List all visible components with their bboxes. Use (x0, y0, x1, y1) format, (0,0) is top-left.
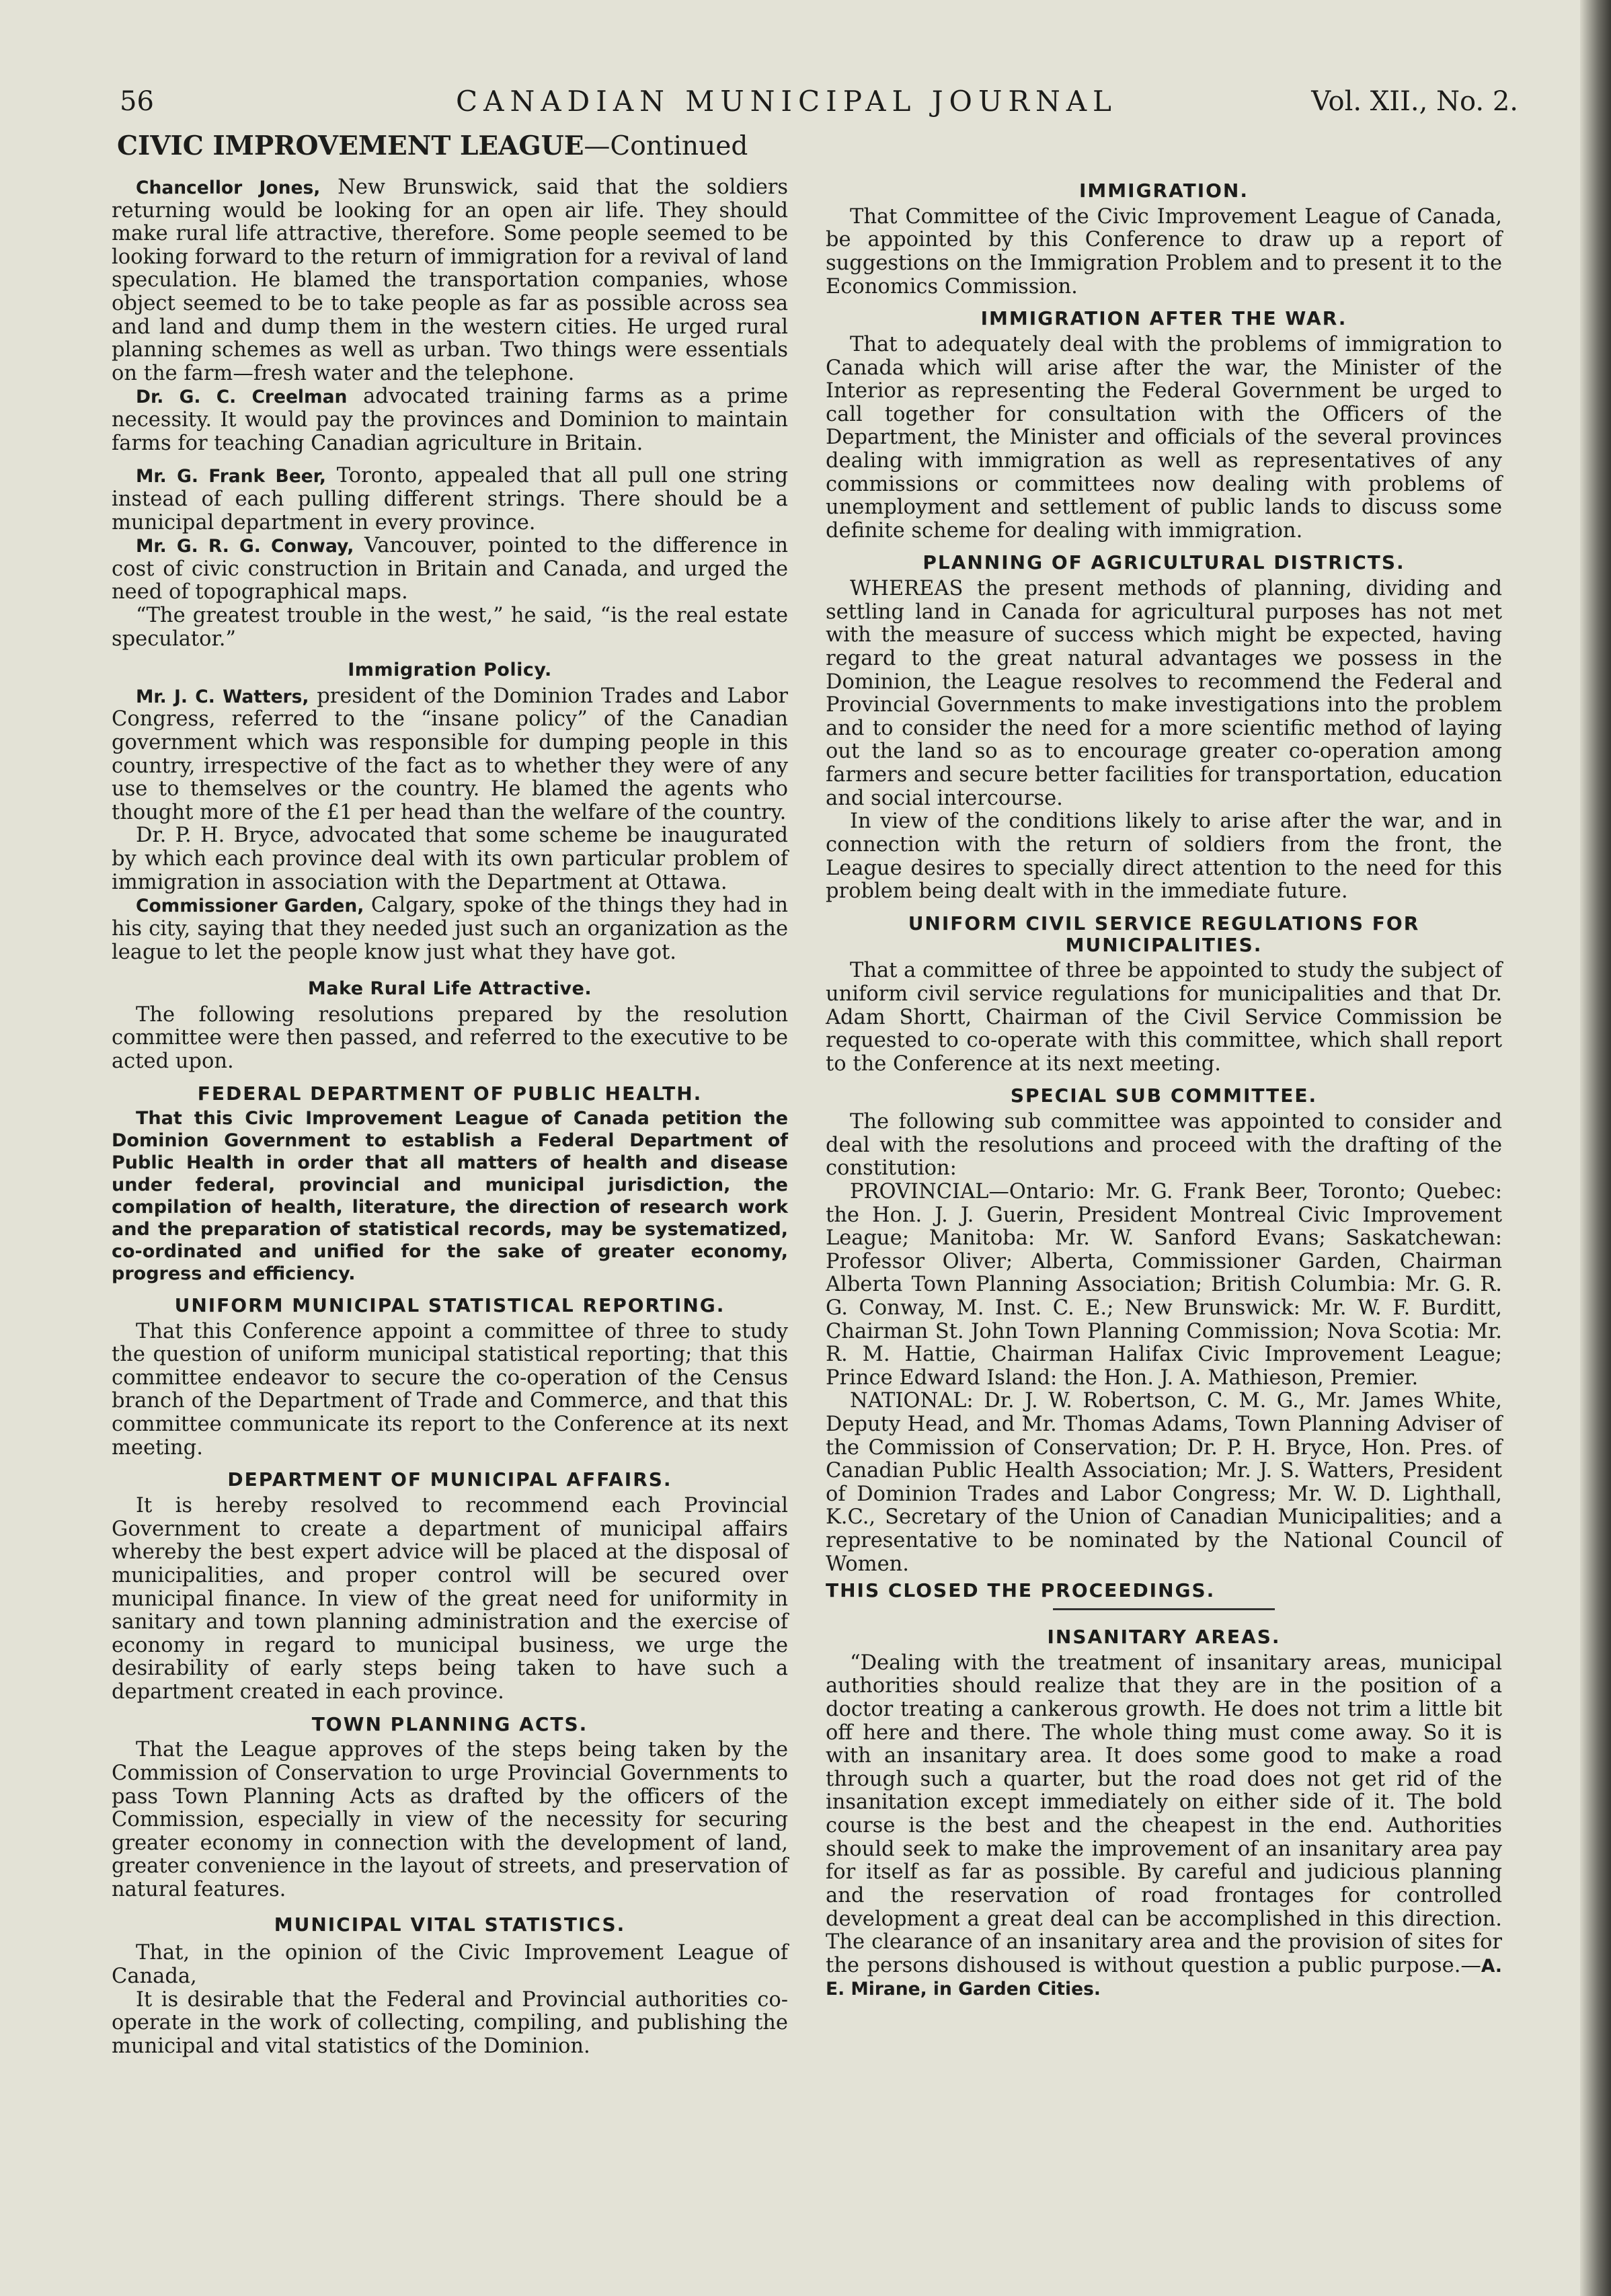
quote-text: “Dealing with the treatment of insanitary areas, municipal authorities should realize that they are in the position of a doctor treating a cankerous growth. He does not trim a little bit off here and there. The whole thing must come away. So it is with an insanitary area. It does some good to make a road through such a quarter, but the road does not get rid of the insanitation except immediately on either side of it. The bold course is the best and the cheapest in the end. Authorities should seek to make the improvement of an insanitary area pay for itself as far as possible. By careful and judicious planning and the reservation of road frontages for controlled development a great deal can be accomplished in this direction. The clearance of an insanitary area and the provision of sites for the persons dishoused is without question a public purpose.— (826, 1651, 1502, 1977)
resolution-text: In view of the conditions likely to arise after the war, and in connection with the return of soldiers from the front, the League desires to specially direct attention to the need for this problem being dealt with in the immediate future. (826, 809, 1502, 904)
paragraph-text: president of the Dominion Trades and Labor Congress, referred to the “insane policy” of the Canadian government which was responsible for dumping people in this country, irrespective of the fact as to whether they were of any use to themselves or the country. He blamed the agents who thought more of the £1 per head than the welfare of the country. (112, 684, 788, 824)
paragraph (112, 385, 788, 455)
paragraph (112, 894, 788, 964)
resolution-text: That to adequately deal with the problems of immigration to Canada which will arise after the war, the Minister of the Interior as representing the Federal Government be urged to call together for consultation with the Officers of the Department, the Minister and officials of the several provinces dealing with immigration as well as representatives of any commissions or committees now dealing with problems of unemployment and settlement of public lands to discuss some definite scheme for dealing with immigration. (826, 332, 1502, 543)
right-column (826, 180, 1502, 2001)
journal-title: CANADIAN MUNICIPAL JOURNAL (456, 85, 1117, 118)
paragraph: The following sub committee was appointed to consider and deal with the resolutions and proceed with the drafting of the constitution: (826, 1110, 1502, 1181)
resolution-heading: IMMIGRATION AFTER THE WAR. (980, 307, 1347, 330)
resolution-text: That this Conference appoint a committee of three to study the question of uniform municipal statistical reporting; that this committee endeavor to secure the co-operation of the Census branch of the Department of Trade and Commerce, and that this committee communicate its report to the Conference at its next meeting. (112, 1319, 788, 1460)
paragraph (112, 535, 788, 604)
resolution-text: That, in the opinion of the Civic Improvement League of Canada, (112, 1941, 788, 1988)
resolution-heading: IMMIGRATION. (1079, 180, 1249, 202)
paragraph-text: Calgary, spoke of the things they had in his city, saying that they needed just such an organization as the league to let the people know just what they have got. (112, 894, 789, 964)
resolution-heading: TOWN PLANNING ACTS. (311, 1712, 588, 1735)
paragraph: “The greatest trouble in the west,” he said, “is the real estate speculator.” (112, 603, 788, 651)
resolution-text: That Committee of the Civic Improvement League of Canada, be appointed by this Conference to draw up a report of suggestions on the Immigration Problem and to present it to the Economics Commission. (826, 204, 1502, 299)
paragraph: NATIONAL: Dr. J. W. Robertson, C. M. G., Mr. James White, Deputy Head, and Mr. Thomas Adams, Town Planning Adviser of the Commission of Conservation; Dr. P. H. Bryce, Hon. Pres. of Canadian Public Health Association; Mr. J. S. Watters, President of Dominion Trades and Labor Congress; Mr. W. D. Lighthall, K.C., Secretary of the Union of Canadian Municipalities; and a representative to be nominated by the National Council of Women. (826, 1389, 1502, 1576)
resolution-heading: UNIFORM CIVIL SERVICE REGULATIONS FOR (908, 912, 1420, 935)
paragraph-text: New Brunswick, said that the soldiers returning would be looking for an open air life. They should make rural life attractive, therefore. Some people seemed to be looking forward to the return of immigration for a revival of land speculation. He blamed the transportation companies, whose object seemed to be to take people as far as possible across sea and land and dump them in the western cities. He urged rural planning schemes as well as urban. Two things were essentials on the farm—fresh water and the telephone. (112, 175, 788, 385)
resolution-heading: UNIFORM MUNICIPAL STATISTICAL REPORTING. (174, 1294, 725, 1316)
resolution-text: WHEREAS the present methods of planning, dividing and settling land in Canada for agricultural purposes has not met with the measure of success which might be expected, having regard to the great natural advantages we possess in the Dominion, the League resolves to recommend the Federal and Provincial Governments to make investigations into the problem and to consider the need for a more scientific method of laying out the land so as to encourage greater co-operation among farmers and secure better facilities for transportation, education and social intercourse. (826, 577, 1502, 810)
paragraph-text: advocated training farms as a prime necessity. It would pay the provinces and Dominion to maintain farms for teaching Canadian agriculture in Britain. (112, 385, 788, 455)
paragraph (112, 685, 788, 825)
quote-paragraph (826, 1652, 1502, 2001)
paragraph-text: Vancouver, pointed to the difference in cost of civic construction in Britain and Canada, and urged the need of topographical maps. (112, 534, 789, 604)
paragraph (112, 465, 788, 535)
article-heading: INSANITARY AREAS. (1047, 1626, 1281, 1649)
paragraph: Dr. P. H. Bryce, advocated that some scheme be inaugurated by which each province deal with its own particular problem of immigration in association with the Department at Ottawa. (112, 824, 788, 894)
running-header (120, 82, 1518, 129)
resolution-heading: FEDERAL DEPARTMENT OF PUBLIC HEALTH. (197, 1082, 703, 1105)
resolution-text: That a committee of three be appointed to study the subject of uniform civil service regulations for municipalities and that Dr. Adam Shortt, Chairman of the Civil Service Commission be requested to co-operate with this committee, which shall report to the Conference at its next meeting. (826, 959, 1502, 1076)
speaker-name: Mr. G. Frank Beer, (136, 466, 326, 487)
section-title (117, 130, 748, 161)
speaker-name: Mr. G. R. G. Conway, (136, 536, 354, 557)
subheading: Make Rural Life Attractive. (307, 978, 592, 1000)
resolution-text: It is desirable that the Federal and Provincial authorities co-operate in the work of collecting, compiling, and publishing the municipal and vital statistics of the Dominion. (112, 1987, 788, 2058)
book-spine-shadow (1580, 0, 1611, 2296)
paragraph: The following resolutions prepared by the resolution committee were then passed, and referred to the executive to be acted upon. (112, 1002, 788, 1073)
resolution-heading: DEPARTMENT OF MUNICIPAL AFFAIRS. (227, 1468, 672, 1491)
volume-number: Vol. XII., No. 2. (1311, 86, 1518, 117)
speaker-name: Dr. G. C. Creelman (136, 387, 348, 408)
subheading: Immigration Policy. (348, 660, 552, 681)
paragraph: PROVINCIAL—Ontario: Mr. G. Frank Beer, Toronto; Quebec: the Hon. J. J. Guerin, President Montreal Civic Improvement League; Manitoba: Mr. W. Sanford Evans; Saskatchewan: Professor Oliver; Alberta, Commissioner Garden, Chairman Alberta Town Planning Association; British Columbia: Mr. G. R. G. Conway, M. Inst. C. E.; New Brunswick: Mr. W. F. Burditt, Chairman St. John Town Planning Commission; Nova Scotia: Mr. R. M. Hattie, Chairman Halifax Civic Improvement League; Prince Edward Island: the Hon. J. A. Mathieson, Premier. (826, 1179, 1502, 1390)
left-column (112, 176, 788, 2058)
resolution-heading-line2: MUNICIPALITIES. (1065, 933, 1263, 956)
speaker-name: Commissioner Garden, (136, 896, 364, 917)
closing-line: THIS CLOSED THE PROCEEDINGS. (826, 1579, 1216, 1602)
paragraph (112, 176, 788, 385)
resolution-heading: SPECIAL SUB COMMITTEE. (1010, 1084, 1318, 1107)
resolution-text: It is hereby resolved to recommend each Provincial Government to create a department of municipal affairs whereby the best expert advice will be placed at the disposal of municipalities, and proper control will be secured over municipal finance. In view of the great need for uniformity in sanitary and town planning administration and the exercise of economy in regard to municipal business, we urge the desirability of early steps being taken to have such a department created in each province. (112, 1494, 788, 1704)
section-title-main: CIVIC IMPROVEMENT LEAGUE (117, 130, 584, 161)
speaker-name: Chancellor Jones, (136, 177, 321, 198)
resolution-text: That this Civic Improvement League of Canada petition the Dominion Government to establish a Federal Department of Public Health in order that all matters of health and disease under federal, provincial and municipal jurisdiction, the compilation of health, literature, the direction of research work and the preparation of statistical records, may be systematized, co-ordinated and unified for the sake of greater economy, progress and efficiency. (112, 1108, 788, 1284)
section-divider (1053, 1608, 1275, 1610)
attribution: A. E. Mirane, in Garden Cities. (826, 1955, 1502, 2000)
resolution-heading: MUNICIPAL VITAL STATISTICS. (274, 1913, 626, 1936)
resolution-text: That the League approves of the steps being taken by the Commission of Conservation to urge Provincial Governments to pass Town Planning Acts as drafted by the officers of the Commission, especially in view of the necessity for securing greater economy in connection with the development of land, greater convenience in the layout of streets, and preservation of natural features. (112, 1738, 788, 1901)
resolution-heading: PLANNING OF AGRICULTURAL DISTRICTS. (922, 551, 1405, 574)
speaker-name: Mr. J. C. Watters, (136, 686, 309, 707)
section-title-suffix: —Continued (584, 131, 748, 161)
paragraph-text: Toronto, appealed that all pull one string instead of each pulling different strings. There should be a municipal department in every province. (112, 464, 788, 535)
page-number: 56 (120, 86, 154, 117)
